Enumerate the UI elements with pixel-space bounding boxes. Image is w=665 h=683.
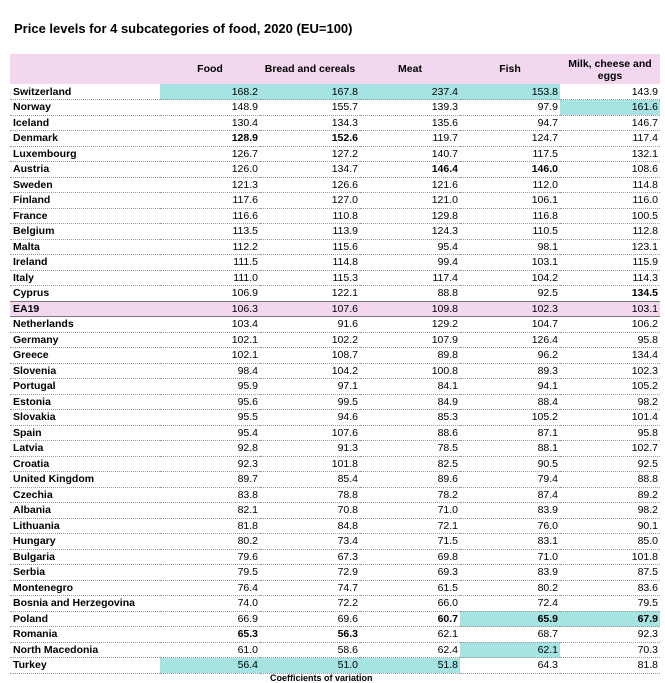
- country-cell: Czechia: [10, 487, 160, 503]
- value-cell: 102.1: [160, 332, 260, 348]
- value-cell: 84.9: [360, 394, 460, 410]
- value-cell: 78.5: [360, 441, 460, 457]
- value-cell: 69.6: [260, 611, 360, 627]
- value-cell: 70.8: [260, 503, 360, 519]
- table-row: [10, 363, 660, 379]
- column-header-meat: Meat: [398, 63, 422, 75]
- value-cell: 98.2: [560, 394, 660, 410]
- country-cell: Albania: [10, 503, 160, 519]
- value-cell: 70.3: [560, 642, 660, 658]
- value-cell: 92.5: [560, 456, 660, 472]
- value-cell: 97.1: [260, 379, 360, 395]
- value-cell: 115.3: [260, 270, 360, 286]
- value-cell: 130.4: [160, 115, 260, 131]
- table-row: [10, 301, 660, 317]
- table-row: [10, 441, 660, 457]
- value-cell: 146.7: [560, 115, 660, 131]
- table-row: [10, 425, 660, 441]
- value-cell: 140.7: [360, 146, 460, 162]
- country-cell: Montenegro: [10, 580, 160, 596]
- value-cell: 106.1: [460, 193, 560, 209]
- value-cell: 122.1: [260, 286, 360, 302]
- country-cell: Bulgaria: [10, 549, 160, 565]
- country-cell: United Kingdom: [10, 472, 160, 488]
- country-cell: Sweden: [10, 177, 160, 193]
- value-cell: 61.0: [160, 642, 260, 658]
- value-cell: 69.3: [360, 565, 460, 581]
- column-header-food: Food: [197, 63, 223, 75]
- value-cell: 91.3: [260, 441, 360, 457]
- value-cell: 126.6: [260, 177, 360, 193]
- value-cell: 51.0: [260, 658, 360, 674]
- value-cell: 98.1: [460, 239, 560, 255]
- value-cell: 104.7: [460, 317, 560, 333]
- table-row: [10, 208, 660, 224]
- value-cell: 117.4: [560, 131, 660, 147]
- column-header-country: [10, 54, 160, 84]
- value-cell: 92.8: [160, 441, 260, 457]
- country-cell: Italy: [10, 270, 160, 286]
- value-cell: 56.4: [160, 658, 260, 674]
- country-cell: Portugal: [10, 379, 160, 395]
- value-cell: 90.5: [460, 456, 560, 472]
- table-body: [10, 84, 660, 673]
- value-cell: 113.5: [160, 224, 260, 240]
- table-row: [10, 596, 660, 612]
- value-cell: 128.9: [160, 131, 260, 147]
- country-cell: Germany: [10, 332, 160, 348]
- value-cell: 87.5: [560, 565, 660, 581]
- value-cell: 117.4: [360, 270, 460, 286]
- table-row: [10, 456, 660, 472]
- country-cell: Belgium: [10, 224, 160, 240]
- value-cell: 74.7: [260, 580, 360, 596]
- country-cell: Turkey: [10, 658, 160, 674]
- value-cell: 108.7: [260, 348, 360, 364]
- table-row: [10, 658, 660, 674]
- value-cell: 73.4: [260, 534, 360, 550]
- value-cell: 119.7: [360, 131, 460, 147]
- value-cell: 66.0: [360, 596, 460, 612]
- value-cell: 76.4: [160, 580, 260, 596]
- value-cell: 112.0: [460, 177, 560, 193]
- value-cell: 83.8: [160, 487, 260, 503]
- country-cell: Croatia: [10, 456, 160, 472]
- value-cell: 168.2: [160, 84, 260, 100]
- table-row: [10, 193, 660, 209]
- value-cell: 116.0: [560, 193, 660, 209]
- value-cell: 69.8: [360, 549, 460, 565]
- value-cell: 62.1: [460, 642, 560, 658]
- table-row: [10, 565, 660, 581]
- value-cell: 126.0: [160, 162, 260, 178]
- value-cell: 95.5: [160, 410, 260, 426]
- value-cell: 81.8: [560, 658, 660, 674]
- country-cell: Switzerland: [10, 84, 160, 100]
- value-cell: 237.4: [360, 84, 460, 100]
- table-row: [10, 580, 660, 596]
- value-cell: 72.9: [260, 565, 360, 581]
- column-header-fish: Fish: [499, 63, 521, 75]
- value-cell: 97.9: [460, 100, 560, 116]
- value-cell: 114.3: [560, 270, 660, 286]
- country-cell: Cyprus: [10, 286, 160, 302]
- table-row: [10, 503, 660, 519]
- country-cell: Slovakia: [10, 410, 160, 426]
- value-cell: 126.4: [460, 332, 560, 348]
- value-cell: 134.3: [260, 115, 360, 131]
- value-cell: 114.8: [260, 255, 360, 271]
- value-cell: 132.1: [560, 146, 660, 162]
- value-cell: 167.8: [260, 84, 360, 100]
- table-row: [10, 487, 660, 503]
- value-cell: 106.2: [560, 317, 660, 333]
- value-cell: 102.7: [560, 441, 660, 457]
- value-cell: 117.6: [160, 193, 260, 209]
- value-cell: 92.3: [560, 627, 660, 643]
- value-cell: 121.3: [160, 177, 260, 193]
- country-cell: Hungary: [10, 534, 160, 550]
- value-cell: 102.3: [560, 363, 660, 379]
- value-cell: 106.9: [160, 286, 260, 302]
- country-cell: Ireland: [10, 255, 160, 271]
- value-cell: 111.5: [160, 255, 260, 271]
- value-cell: 88.6: [360, 425, 460, 441]
- table-row: [10, 379, 660, 395]
- value-cell: 95.4: [360, 239, 460, 255]
- value-cell: 60.7: [360, 611, 460, 627]
- country-cell: Luxembourg: [10, 146, 160, 162]
- value-cell: 101.8: [260, 456, 360, 472]
- country-cell: Lithuania: [10, 518, 160, 534]
- value-cell: 116.8: [460, 208, 560, 224]
- country-cell: North Macedonia: [10, 642, 160, 658]
- value-cell: 143.9: [560, 84, 660, 100]
- value-cell: 82.1: [160, 503, 260, 519]
- value-cell: 81.8: [160, 518, 260, 534]
- value-cell: 113.9: [260, 224, 360, 240]
- country-cell: Norway: [10, 100, 160, 116]
- value-cell: 99.4: [360, 255, 460, 271]
- value-cell: 88.1: [460, 441, 560, 457]
- value-cell: 71.5: [360, 534, 460, 550]
- table-row: [10, 239, 660, 255]
- country-cell: Estonia: [10, 394, 160, 410]
- value-cell: 95.6: [160, 394, 260, 410]
- value-cell: 100.8: [360, 363, 460, 379]
- value-cell: 71.0: [360, 503, 460, 519]
- value-cell: 103.4: [160, 317, 260, 333]
- value-cell: 117.5: [460, 146, 560, 162]
- value-cell: 88.8: [560, 472, 660, 488]
- value-cell: 115.6: [260, 239, 360, 255]
- value-cell: 105.2: [560, 379, 660, 395]
- value-cell: 101.8: [560, 549, 660, 565]
- table-title: Price levels for 4 subcategories of food, 2020 (EU=100): [14, 21, 353, 36]
- value-cell: 89.2: [560, 487, 660, 503]
- country-cell: Romania: [10, 627, 160, 643]
- column-header-milk-cheese-eggs: Milk, cheese and eggs: [568, 58, 652, 82]
- value-cell: 116.6: [160, 208, 260, 224]
- value-cell: 102.1: [160, 348, 260, 364]
- country-cell: Slovenia: [10, 363, 160, 379]
- value-cell: 102.3: [460, 301, 560, 317]
- price-levels-table: [10, 54, 660, 674]
- value-cell: 83.9: [460, 565, 560, 581]
- value-cell: 89.6: [360, 472, 460, 488]
- value-cell: 123.1: [560, 239, 660, 255]
- value-cell: 91.6: [260, 317, 360, 333]
- country-cell: Iceland: [10, 115, 160, 131]
- value-cell: 112.8: [560, 224, 660, 240]
- value-cell: 124.3: [360, 224, 460, 240]
- table-row: [10, 84, 660, 100]
- table-row: [10, 410, 660, 426]
- value-cell: 112.2: [160, 239, 260, 255]
- value-cell: 62.4: [360, 642, 460, 658]
- value-cell: 79.6: [160, 549, 260, 565]
- value-cell: 129.2: [360, 317, 460, 333]
- value-cell: 80.2: [460, 580, 560, 596]
- value-cell: 62.1: [360, 627, 460, 643]
- value-cell: 100.5: [560, 208, 660, 224]
- column-header-bread-cereals: Bread and cereals: [264, 63, 356, 75]
- value-cell: 135.6: [360, 115, 460, 131]
- table-row: [10, 348, 660, 364]
- value-cell: 111.0: [160, 270, 260, 286]
- country-cell: Greece: [10, 348, 160, 364]
- table-row: [10, 534, 660, 550]
- value-cell: 89.7: [160, 472, 260, 488]
- value-cell: 98.2: [560, 503, 660, 519]
- value-cell: 152.6: [260, 131, 360, 147]
- table-row: [10, 270, 660, 286]
- table-row: [10, 224, 660, 240]
- value-cell: 87.4: [460, 487, 560, 503]
- value-cell: 121.0: [360, 193, 460, 209]
- country-cell: Serbia: [10, 565, 160, 581]
- value-cell: 102.2: [260, 332, 360, 348]
- table-row: [10, 611, 660, 627]
- value-cell: 83.9: [460, 503, 560, 519]
- table-row: [10, 317, 660, 333]
- table-row: [10, 131, 660, 147]
- value-cell: 94.1: [460, 379, 560, 395]
- value-cell: 51.8: [360, 658, 460, 674]
- country-cell: Poland: [10, 611, 160, 627]
- value-cell: 95.8: [560, 332, 660, 348]
- value-cell: 155.7: [260, 100, 360, 116]
- value-cell: 126.7: [160, 146, 260, 162]
- value-cell: 82.5: [360, 456, 460, 472]
- table-row: [10, 162, 660, 178]
- value-cell: 146.4: [360, 162, 460, 178]
- value-cell: 95.8: [560, 425, 660, 441]
- table-row: [10, 332, 660, 348]
- value-cell: 92.3: [160, 456, 260, 472]
- footer-caption: Coefficients of variation: [270, 673, 373, 683]
- country-cell: Denmark: [10, 131, 160, 147]
- value-cell: 66.9: [160, 611, 260, 627]
- value-cell: 64.3: [460, 658, 560, 674]
- value-cell: 89.3: [460, 363, 560, 379]
- value-cell: 68.7: [460, 627, 560, 643]
- value-cell: 84.8: [260, 518, 360, 534]
- value-cell: 121.6: [360, 177, 460, 193]
- value-cell: 107.6: [260, 301, 360, 317]
- table-row: [10, 472, 660, 488]
- value-cell: 84.1: [360, 379, 460, 395]
- value-cell: 139.3: [360, 100, 460, 116]
- value-cell: 105.2: [460, 410, 560, 426]
- value-cell: 146.0: [460, 162, 560, 178]
- value-cell: 106.3: [160, 301, 260, 317]
- table-row: [10, 627, 660, 643]
- value-cell: 153.8: [460, 84, 560, 100]
- value-cell: 88.8: [360, 286, 460, 302]
- value-cell: 79.4: [460, 472, 560, 488]
- country-cell: Malta: [10, 239, 160, 255]
- value-cell: 65.9: [460, 611, 560, 627]
- table-row: [10, 394, 660, 410]
- value-cell: 161.6: [560, 100, 660, 116]
- value-cell: 56.3: [260, 627, 360, 643]
- value-cell: 85.0: [560, 534, 660, 550]
- value-cell: 87.1: [460, 425, 560, 441]
- value-cell: 72.4: [460, 596, 560, 612]
- table-row: [10, 177, 660, 193]
- value-cell: 92.5: [460, 286, 560, 302]
- country-cell: Netherlands: [10, 317, 160, 333]
- header-row: [10, 54, 660, 84]
- value-cell: 95.9: [160, 379, 260, 395]
- value-cell: 79.5: [160, 565, 260, 581]
- value-cell: 94.6: [260, 410, 360, 426]
- value-cell: 134.7: [260, 162, 360, 178]
- value-cell: 94.7: [460, 115, 560, 131]
- country-cell: Bosnia and Herzegovina: [10, 596, 160, 612]
- value-cell: 108.6: [560, 162, 660, 178]
- country-cell: Austria: [10, 162, 160, 178]
- value-cell: 67.3: [260, 549, 360, 565]
- value-cell: 85.4: [260, 472, 360, 488]
- value-cell: 101.4: [560, 410, 660, 426]
- value-cell: 83.1: [460, 534, 560, 550]
- value-cell: 98.4: [160, 363, 260, 379]
- value-cell: 124.7: [460, 131, 560, 147]
- table-row: [10, 549, 660, 565]
- country-cell: Spain: [10, 425, 160, 441]
- value-cell: 99.5: [260, 394, 360, 410]
- value-cell: 110.8: [260, 208, 360, 224]
- value-cell: 107.6: [260, 425, 360, 441]
- value-cell: 78.2: [360, 487, 460, 503]
- value-cell: 109.8: [360, 301, 460, 317]
- table-row: [10, 115, 660, 131]
- value-cell: 134.5: [560, 286, 660, 302]
- value-cell: 95.4: [160, 425, 260, 441]
- value-cell: 107.9: [360, 332, 460, 348]
- country-cell: Latvia: [10, 441, 160, 457]
- value-cell: 58.6: [260, 642, 360, 658]
- value-cell: 127.0: [260, 193, 360, 209]
- value-cell: 72.1: [360, 518, 460, 534]
- value-cell: 85.3: [360, 410, 460, 426]
- table-row: [10, 255, 660, 271]
- value-cell: 83.6: [560, 580, 660, 596]
- value-cell: 72.2: [260, 596, 360, 612]
- table-row: [10, 100, 660, 116]
- value-cell: 114.8: [560, 177, 660, 193]
- value-cell: 71.0: [460, 549, 560, 565]
- value-cell: 103.1: [460, 255, 560, 271]
- value-cell: 67.9: [560, 611, 660, 627]
- table-row: [10, 518, 660, 534]
- value-cell: 88.4: [460, 394, 560, 410]
- country-cell: EA19: [10, 301, 160, 317]
- value-cell: 104.2: [260, 363, 360, 379]
- value-cell: 103.1: [560, 301, 660, 317]
- value-cell: 127.2: [260, 146, 360, 162]
- value-cell: 74.0: [160, 596, 260, 612]
- value-cell: 65.3: [160, 627, 260, 643]
- value-cell: 110.5: [460, 224, 560, 240]
- value-cell: 134.4: [560, 348, 660, 364]
- country-cell: Finland: [10, 193, 160, 209]
- value-cell: 115.9: [560, 255, 660, 271]
- value-cell: 80.2: [160, 534, 260, 550]
- country-cell: France: [10, 208, 160, 224]
- table-row: [10, 286, 660, 302]
- value-cell: 96.2: [460, 348, 560, 364]
- table-row: [10, 642, 660, 658]
- value-cell: 148.9: [160, 100, 260, 116]
- value-cell: 104.2: [460, 270, 560, 286]
- value-cell: 90.1: [560, 518, 660, 534]
- value-cell: 78.8: [260, 487, 360, 503]
- value-cell: 61.5: [360, 580, 460, 596]
- value-cell: 129.8: [360, 208, 460, 224]
- value-cell: 79.5: [560, 596, 660, 612]
- table-row: [10, 146, 660, 162]
- value-cell: 76.0: [460, 518, 560, 534]
- value-cell: 89.8: [360, 348, 460, 364]
